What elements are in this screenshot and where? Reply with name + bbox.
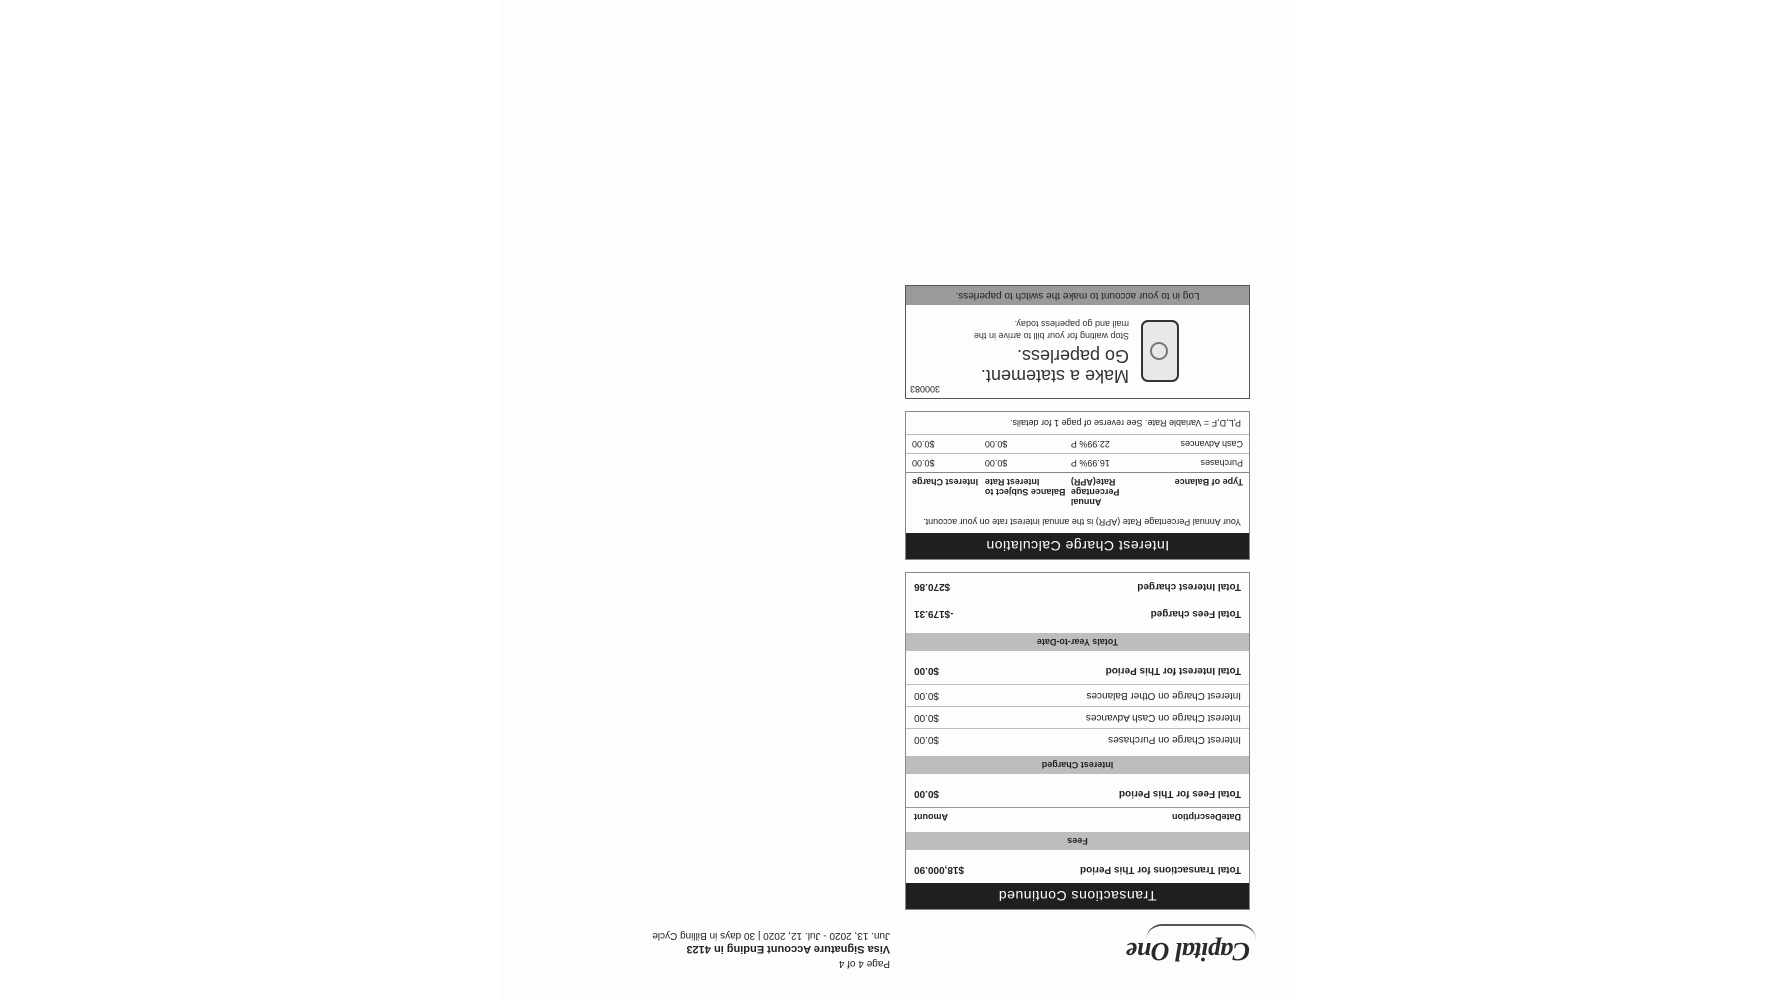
promo-headline-2: Go paperless.	[1016, 346, 1129, 366]
transactions-total-label: Total Transactions for This Period	[1080, 864, 1241, 875]
promo-subtext: Stop waiting for your bill to arrive in the mail and go paperless today.	[973, 319, 1129, 341]
fees-col-amount: Amount	[914, 812, 948, 822]
fees-header	[906, 807, 1249, 826]
transactions-total-value: $18,000.90	[914, 864, 965, 875]
calc-cell-balance: $0.00	[984, 439, 1008, 449]
calc-col-balance: Balance Subject to Interest Rate	[984, 477, 1066, 497]
ytd-interest-row	[906, 573, 1249, 600]
interest-calc-header	[906, 472, 1249, 511]
fees-col-desc: Description	[1171, 812, 1222, 822]
calc-cell-type: Purchases	[1200, 458, 1243, 468]
interest-row	[906, 706, 1249, 728]
logo-text: Capital One	[1126, 937, 1250, 966]
interest-total-row	[906, 657, 1249, 684]
interest-row-label: Interest Charge on Purchases	[1108, 734, 1241, 745]
promo-headline	[981, 346, 1129, 386]
interest-total-label: Total Interest for This Period	[1105, 665, 1241, 676]
calc-col-charge: Interest Charge	[912, 477, 979, 487]
interest-calc-intro: Your Annual Percentage Rate (APR) is the annual interest rate on your account.	[923, 517, 1241, 527]
ytd-fees-row	[906, 600, 1249, 627]
interest-row	[906, 728, 1249, 750]
calc-cell-apr: 22.99% P	[1070, 439, 1110, 449]
calc-col-apr: Annual Percentage Rate(APR)	[1070, 477, 1120, 507]
account-info	[652, 928, 890, 970]
logo-swoosh-icon	[1146, 924, 1256, 940]
table-row	[906, 434, 1249, 453]
table-row	[906, 453, 1249, 472]
ytd-band: Totals Year-to-Date	[906, 633, 1249, 651]
promo-bar: Log in to your account to make the switch to paperless.	[906, 286, 1249, 305]
interest-row-label: Interest Charge on Other Balances	[1086, 690, 1241, 701]
fees-total-row	[906, 780, 1249, 807]
fees-total-value: $0.00	[914, 788, 940, 799]
promo-code: 300083	[910, 384, 941, 394]
promo-headline-1: Make a statement.	[980, 366, 1129, 386]
interest-row	[906, 684, 1249, 706]
calc-cell-apr: 16.99% P	[1070, 458, 1110, 468]
interest-row-value: $0.00	[914, 712, 940, 723]
fees-col-date: Date	[1221, 812, 1241, 822]
transactions-title: Transactions Continued	[906, 883, 1249, 909]
paperless-promo	[905, 285, 1250, 399]
interest-band: Interest Charged	[906, 756, 1249, 774]
interest-calc-box	[905, 411, 1250, 560]
transactions-box	[905, 572, 1250, 910]
interest-row-value: $0.00	[914, 690, 940, 701]
statement-page	[530, 290, 1260, 980]
calc-cell-charge: $0.00	[912, 458, 935, 468]
statement-column	[905, 285, 1250, 910]
interest-calc-footnote: P,L,D,F = Variable Rate. See reverse of page 1 for details.	[1009, 418, 1241, 428]
fees-total-label: Total Fees for This Period	[1118, 788, 1241, 799]
fees-band: Fees	[906, 832, 1249, 850]
ytd-interest-value: $270.86	[914, 581, 951, 592]
calc-cell-type: Cash Advances	[1180, 439, 1243, 449]
billing-cycle: Jun. 13, 2020 - Jul. 12, 2020 | 30 days in Billing Cycle	[652, 930, 890, 941]
interest-calc-title: Interest Charge Calculation	[906, 533, 1249, 559]
account-line: Visa Signature Account Ending in 4123	[686, 943, 890, 955]
statement-header	[530, 910, 1260, 980]
interest-row-label: Interest Charge on Cash Advances	[1085, 712, 1241, 723]
interest-row-value: $0.00	[914, 734, 940, 745]
phone-icon	[1141, 320, 1179, 382]
page-number: Page 4 of 4	[838, 958, 890, 969]
transactions-total-row	[906, 856, 1249, 883]
interest-total-value: $0.00	[914, 665, 940, 676]
calc-col-type: Type of Balance	[1174, 477, 1243, 487]
ytd-fees-value: -$179.31	[914, 608, 954, 619]
calc-cell-balance: $0.00	[984, 458, 1008, 468]
ytd-interest-label: Total Interest charged	[1137, 581, 1241, 592]
ytd-fees-label: Total Fees charged	[1150, 608, 1241, 619]
calc-cell-charge: $0.00	[912, 439, 935, 449]
capital-one-logo	[1126, 936, 1250, 966]
